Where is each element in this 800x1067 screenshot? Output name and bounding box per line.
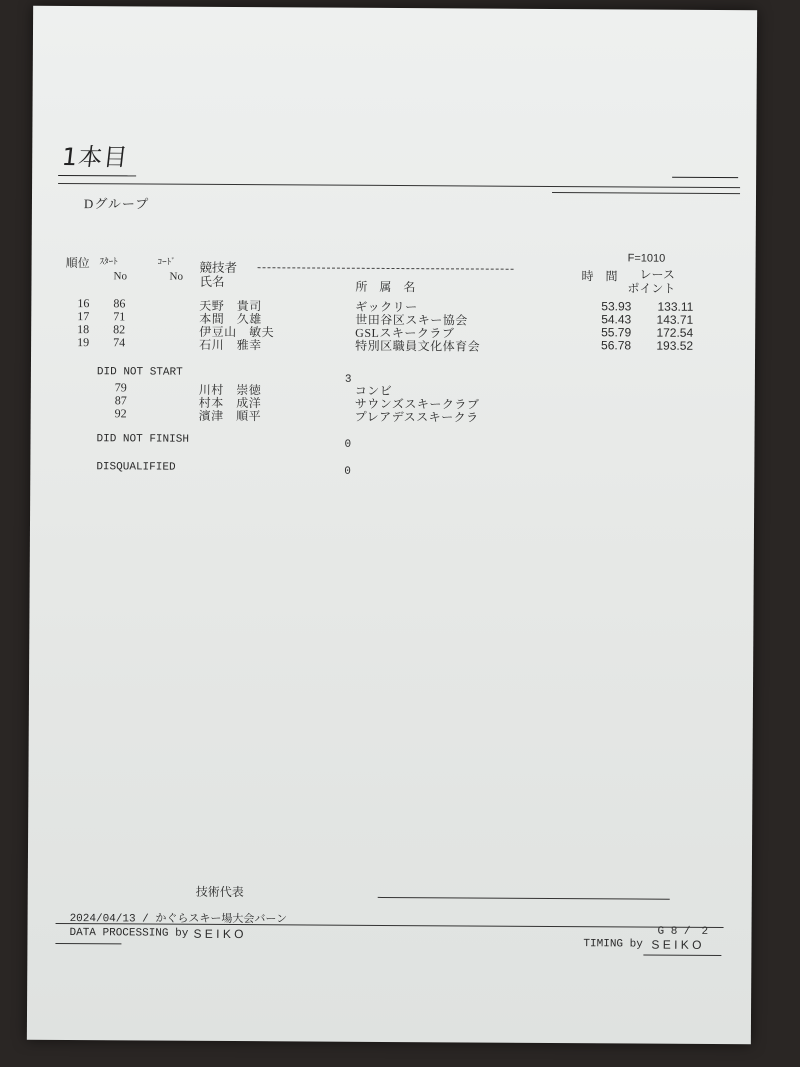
seiko-logo-right: S E I K O — [651, 937, 702, 952]
dns-start-no: 87 — [114, 393, 127, 408]
header-rank: 順位 — [65, 256, 90, 271]
dsq-count: 0 — [344, 465, 351, 478]
page-number: G 8 / 2 — [657, 925, 709, 938]
header-start: ｽﾀｰﾄ — [99, 256, 118, 267]
dns-name: 濱津 順平 — [198, 408, 262, 424]
header-race: レース — [639, 267, 675, 282]
result-time: 55.79 — [601, 325, 632, 340]
dns-club: サウンズスキークラブ — [354, 396, 480, 412]
result-start-no: 71 — [113, 309, 126, 324]
dns-start-no: 92 — [114, 406, 127, 421]
result-time: 53.93 — [601, 299, 632, 314]
dns-label: DID NOT START — [96, 366, 183, 379]
header-points: ポイント — [627, 281, 676, 296]
timing-label: TIMING by — [583, 938, 643, 951]
result-name: 本間 久雄 — [199, 311, 262, 327]
header-f-value: F=1010 — [627, 252, 666, 265]
result-rank: 16 — [77, 296, 90, 311]
data-processing-label: DATA PROCESSING by — [69, 927, 189, 940]
result-points: 193.52 — [656, 338, 694, 353]
result-club: GSLスキークラブ — [355, 325, 455, 341]
header-start-no: No — [113, 270, 128, 283]
header-club: 所 属 名 — [355, 279, 416, 295]
top-rule-right — [552, 192, 740, 194]
result-name: 伊豆山 敏夫 — [199, 324, 275, 340]
result-name: 石川 雅幸 — [199, 337, 262, 353]
dns-club: コンビ — [354, 383, 393, 398]
signature-line — [378, 897, 670, 900]
result-points: 172.54 — [656, 325, 694, 340]
result-points: 133.11 — [657, 299, 694, 314]
technical-delegate-label: 技術代表 — [195, 884, 244, 900]
result-club: ギックリー — [355, 299, 418, 315]
event-line: 2024/04/13 / かぐらスキー場大会バーン — [69, 913, 288, 927]
header-code-no: No — [169, 270, 184, 283]
result-start-no: 74 — [113, 335, 126, 350]
result-sheet — [27, 6, 757, 1044]
dns-name: 村本 成洋 — [198, 395, 262, 411]
result-start-no: 82 — [113, 322, 126, 337]
footer-right-underline — [643, 955, 721, 956]
header-dashed-line — [258, 267, 514, 270]
group-title: Dグループ — [83, 196, 150, 212]
footer-left-underline — [55, 943, 121, 944]
header-time: 時 間 — [581, 269, 618, 284]
result-rank: 18 — [77, 322, 90, 337]
seiko-logo-left: S E I K O — [193, 926, 244, 942]
dns-start-no: 79 — [114, 380, 127, 395]
result-club: 特別区職員文化体育会 — [355, 338, 481, 354]
dns-count: 3 — [344, 373, 352, 386]
handwritten-underline — [58, 175, 136, 176]
header-code: ｺｰﾄﾞ — [157, 256, 176, 267]
handwritten-title: 1本目 — [60, 142, 130, 172]
result-rank: 17 — [77, 309, 90, 324]
dns-club: プレアデススキークラ — [354, 409, 479, 425]
dnf-count: 0 — [344, 438, 352, 451]
result-name: 天野 貴司 — [199, 298, 262, 314]
result-start-no: 86 — [113, 296, 126, 311]
result-rank: 19 — [77, 335, 90, 350]
result-time: 56.78 — [601, 338, 632, 353]
result-time: 54.43 — [601, 312, 632, 327]
header-name: 氏名 — [199, 274, 225, 289]
result-club: 世田谷区スキー協会 — [355, 312, 468, 328]
result-points: 143.71 — [656, 312, 694, 327]
handwritten-right-line — [672, 177, 738, 178]
header-competitor: 競技者 — [199, 260, 238, 276]
dns-name: 川村 崇徳 — [198, 382, 262, 398]
dsq-label: DISQUALIFIED — [96, 461, 176, 474]
dnf-label: DID NOT FINISH — [96, 433, 189, 446]
top-rule — [58, 183, 740, 188]
